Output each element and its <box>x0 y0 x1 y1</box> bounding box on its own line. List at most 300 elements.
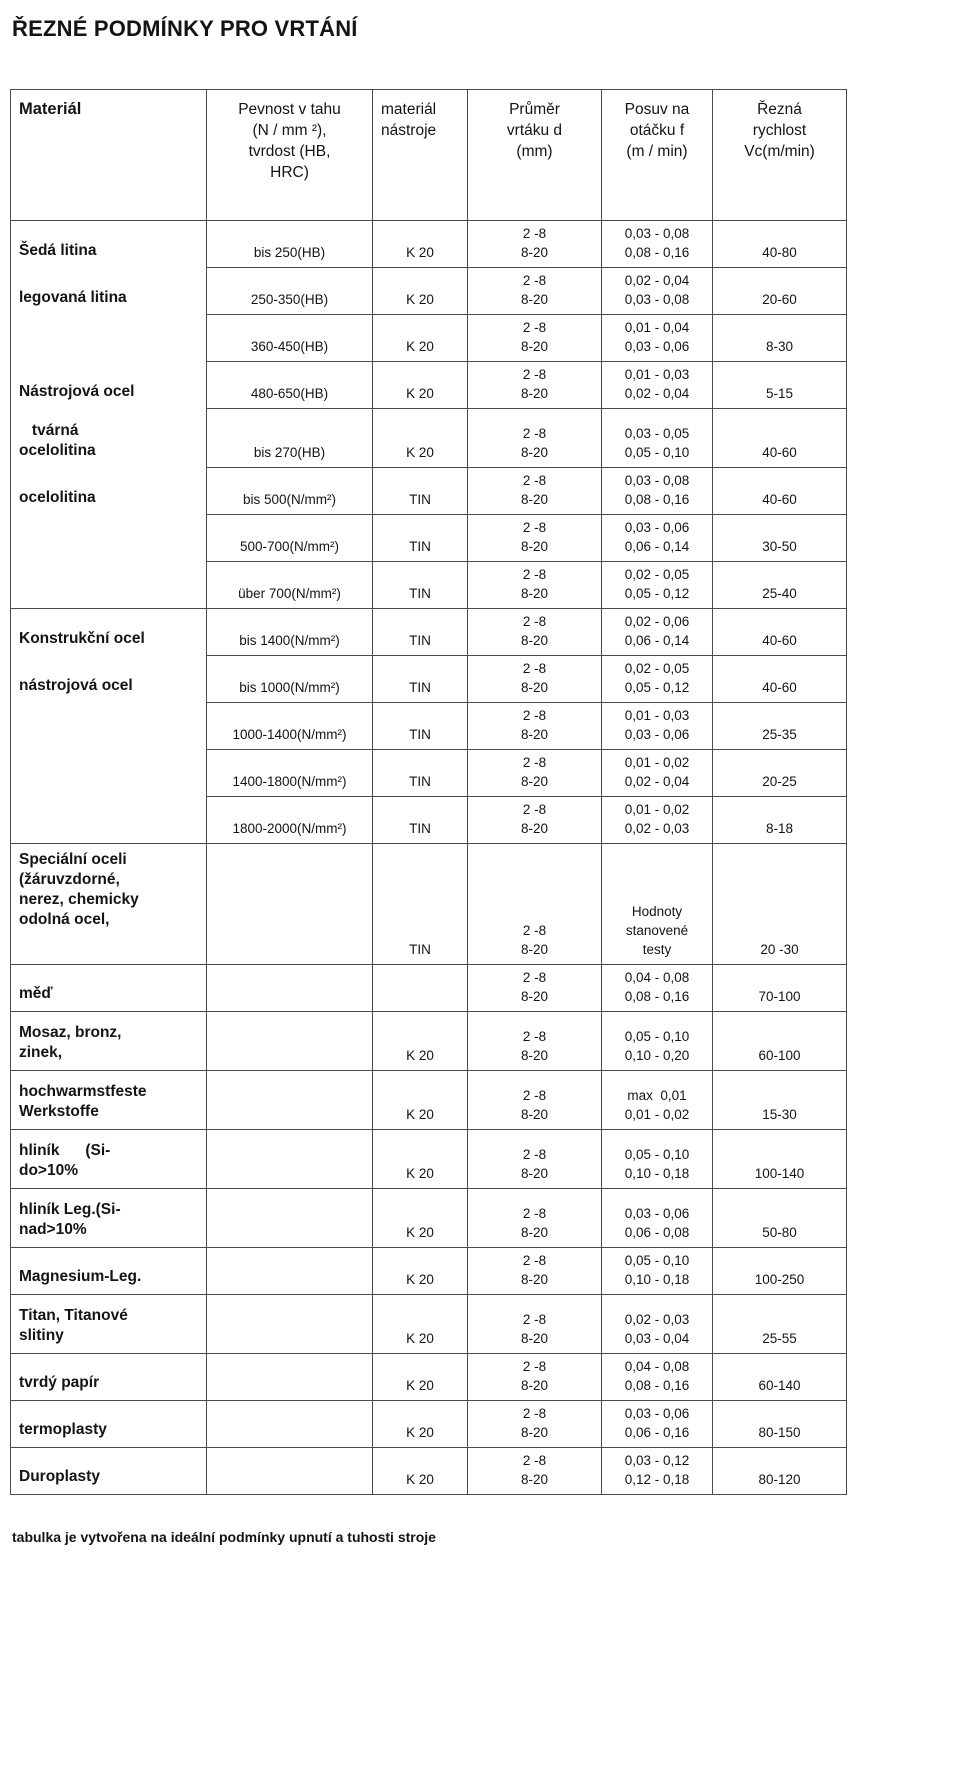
strength-cell <box>207 221 373 268</box>
feed-per-rev-cell <box>602 609 713 656</box>
material-cell <box>11 315 207 362</box>
tool-material-cell-line: K 20 <box>406 1225 434 1240</box>
cutting-speed-cell-line: 40-80 <box>762 245 797 260</box>
table-row <box>11 1401 847 1448</box>
drill-diameter-cell-line: 8-20 <box>520 1272 549 1287</box>
cutting-speed-cell-line: 100-250 <box>754 1272 805 1287</box>
material-cell-line: Konstrukční ocel <box>19 629 145 647</box>
cutting-speed-cell <box>713 609 847 656</box>
feed-per-rev-cell-line: 0,06 - 0,14 <box>624 633 690 648</box>
material-cell <box>11 1189 207 1248</box>
cutting-speed-cell-line: 25-40 <box>762 586 797 601</box>
material-cell <box>11 1448 207 1495</box>
strength-cell <box>207 1012 373 1071</box>
table-row <box>11 1248 847 1295</box>
cutting-speed-cell-line: 80-150 <box>758 1425 801 1440</box>
material-cell-line: legovaná litina <box>19 288 127 306</box>
drill-diameter-cell <box>468 1295 602 1354</box>
feed-per-rev-cell <box>602 315 713 362</box>
material-cell <box>11 1130 207 1189</box>
drill-diameter-cell-line: 8-20 <box>520 292 549 307</box>
table-row <box>11 1189 847 1248</box>
drill-diameter-cell-line: 2 -8 <box>522 567 547 582</box>
drill-diameter-cell-line: 8-20 <box>520 1107 549 1122</box>
column-header-line: (mm) <box>516 143 553 160</box>
feed-per-rev-cell-line: 0,01 - 0,02 <box>624 1107 690 1122</box>
tool-material-cell-line: K 20 <box>406 386 434 401</box>
strength-cell-line: 1800-2000(N/mm²) <box>232 821 347 836</box>
cutting-speed-cell-line: 70-100 <box>758 989 801 1004</box>
material-cell-line: (žáruvzdorné, <box>19 871 120 888</box>
feed-per-rev-cell-line: 0,02 - 0,05 <box>624 567 690 582</box>
strength-cell-line: bis 1000(N/mm²) <box>239 680 340 695</box>
drill-diameter-cell-line: 8-20 <box>520 1378 549 1393</box>
cutting-speed-cell <box>713 515 847 562</box>
tool-material-cell-line: K 20 <box>406 1472 434 1487</box>
table-row <box>11 562 847 609</box>
tool-material-cell <box>373 656 468 703</box>
material-cell-line: Werkstoffe <box>19 1103 99 1120</box>
strength-cell <box>207 315 373 362</box>
drill-diameter-cell-line: 8-20 <box>520 539 549 554</box>
cutting-speed-cell <box>713 268 847 315</box>
feed-per-rev-cell-line: 0,02 - 0,04 <box>624 774 690 789</box>
material-cell-line: nástrojová ocel <box>19 676 133 694</box>
material-cell <box>11 1071 207 1130</box>
cutting-speed-cell-line: 20-60 <box>762 292 797 307</box>
material-cell <box>11 656 207 703</box>
feed-per-rev-cell-line: 0,08 - 0,16 <box>624 492 690 507</box>
feed-per-rev-cell-line: 0,12 - 0,18 <box>624 1472 690 1487</box>
strength-cell-line: 360-450(HB) <box>250 339 329 354</box>
feed-per-rev-cell <box>602 562 713 609</box>
feed-per-rev-cell-line: 0,03 - 0,08 <box>624 473 690 488</box>
feed-per-rev-cell-line: 0,04 - 0,08 <box>624 970 690 985</box>
drill-diameter-cell <box>468 656 602 703</box>
feed-per-rev-cell-line: 0,01 - 0,03 <box>624 367 690 382</box>
drill-diameter-cell-line: 2 -8 <box>522 1406 547 1421</box>
feed-per-rev-cell-line: 0,03 - 0,06 <box>624 520 690 535</box>
drill-diameter-cell-line: 8-20 <box>520 821 549 836</box>
feed-per-rev-cell <box>602 1448 713 1495</box>
drill-diameter-cell-line: 2 -8 <box>522 1359 547 1374</box>
drill-diameter-cell <box>468 515 602 562</box>
material-cell-line: hliník Leg.(Si- <box>19 1201 121 1218</box>
drill-diameter-cell-line: 2 -8 <box>522 802 547 817</box>
drill-diameter-cell-line: 2 -8 <box>522 1312 547 1327</box>
cutting-speed-cell <box>713 750 847 797</box>
cutting-speed-cell <box>713 468 847 515</box>
tool-material-cell-line: K 20 <box>406 445 434 460</box>
tool-material-cell-line: K 20 <box>406 1425 434 1440</box>
column-header <box>373 90 468 221</box>
cutting-speed-cell <box>713 221 847 268</box>
tool-material-cell <box>373 1071 468 1130</box>
material-cell-line: nad>10% <box>19 1221 87 1238</box>
table-row <box>11 409 847 468</box>
drill-diameter-cell <box>468 409 602 468</box>
drill-diameter-cell-line: 2 -8 <box>522 320 547 335</box>
drill-diameter-cell-line: 8-20 <box>520 680 549 695</box>
material-cell-line: nerez, chemicky <box>19 891 139 908</box>
table-row <box>11 609 847 656</box>
feed-per-rev-cell-line: stanovené <box>625 923 689 938</box>
tool-material-cell <box>373 315 468 362</box>
tool-material-cell <box>373 965 468 1012</box>
feed-per-rev-cell <box>602 1248 713 1295</box>
feed-per-rev-cell <box>602 844 713 965</box>
drill-diameter-cell <box>468 1448 602 1495</box>
feed-per-rev-cell-line: 0,01 - 0,02 <box>624 755 690 770</box>
drill-diameter-cell-line: 2 -8 <box>522 226 547 241</box>
drill-diameter-cell-line: 8-20 <box>520 586 549 601</box>
tool-material-cell-line: K 20 <box>406 1331 434 1346</box>
cutting-speed-cell-line: 40-60 <box>762 633 797 648</box>
strength-cell <box>207 1354 373 1401</box>
feed-per-rev-cell-line: 0,06 - 0,08 <box>624 1225 690 1240</box>
drill-diameter-cell <box>468 844 602 965</box>
material-cell-line: ocelolitina <box>19 441 96 459</box>
feed-per-rev-cell-line: 0,02 - 0,03 <box>624 1312 690 1327</box>
drill-diameter-cell-line: 8-20 <box>520 339 549 354</box>
material-cell <box>11 609 207 656</box>
drill-diameter-cell <box>468 562 602 609</box>
strength-cell-line: 480-650(HB) <box>250 386 329 401</box>
feed-per-rev-cell <box>602 1401 713 1448</box>
column-header-line: tvrdost (HB, <box>248 143 331 160</box>
tool-material-cell-line: K 20 <box>406 1048 434 1063</box>
feed-per-rev-cell <box>602 797 713 844</box>
tool-material-cell <box>373 562 468 609</box>
drill-diameter-cell-line: 8-20 <box>520 1472 549 1487</box>
feed-per-rev-cell-line: 0,03 - 0,06 <box>624 339 690 354</box>
table-row <box>11 515 847 562</box>
cutting-speed-cell <box>713 844 847 965</box>
feed-per-rev-cell-line: 0,08 - 0,16 <box>624 245 690 260</box>
cutting-speed-cell-line: 25-55 <box>762 1331 797 1346</box>
feed-per-rev-cell <box>602 703 713 750</box>
material-cell <box>11 362 207 409</box>
tool-material-cell <box>373 609 468 656</box>
column-header <box>713 90 847 221</box>
feed-per-rev-cell-line: 0,05 - 0,10 <box>624 1029 690 1044</box>
tool-material-cell-line: K 20 <box>406 1272 434 1287</box>
cutting-speed-cell <box>713 562 847 609</box>
drill-diameter-cell-line: 8-20 <box>520 1166 549 1181</box>
material-cell-line: Titan, Titanové <box>19 1307 128 1324</box>
tool-material-cell <box>373 1448 468 1495</box>
material-cell-line: Duroplasty <box>19 1468 100 1485</box>
cutting-speed-cell-line: 100-140 <box>754 1166 805 1181</box>
cutting-speed-cell <box>713 362 847 409</box>
drill-diameter-cell <box>468 750 602 797</box>
cutting-speed-cell-line: 15-30 <box>762 1107 797 1122</box>
feed-per-rev-cell-line: 0,05 - 0,10 <box>624 1253 690 1268</box>
tool-material-cell-line: K 20 <box>406 1166 434 1181</box>
feed-per-rev-cell <box>602 221 713 268</box>
cutting-speed-cell-line: 5-15 <box>765 386 794 401</box>
cutting-speed-cell-line: 8-18 <box>765 821 794 836</box>
material-cell <box>11 1401 207 1448</box>
cutting-speed-cell <box>713 1248 847 1295</box>
drill-diameter-cell <box>468 221 602 268</box>
table-row <box>11 656 847 703</box>
tool-material-cell-line: TIN <box>409 774 431 789</box>
material-cell <box>11 1354 207 1401</box>
strength-cell <box>207 844 373 965</box>
strength-cell <box>207 797 373 844</box>
tool-material-cell-line: TIN <box>409 633 431 648</box>
material-cell <box>11 797 207 844</box>
tool-material-cell <box>373 1248 468 1295</box>
cutting-speed-cell-line: 50-80 <box>762 1225 797 1240</box>
material-cell <box>11 1295 207 1354</box>
table-row <box>11 1354 847 1401</box>
feed-per-rev-cell-line: 0,10 - 0,18 <box>624 1272 690 1287</box>
strength-cell-line: 1000-1400(N/mm²) <box>232 727 347 742</box>
feed-per-rev-cell-line: 0,03 - 0,06 <box>624 1206 690 1221</box>
material-cell <box>11 844 207 965</box>
material-cell <box>11 1012 207 1071</box>
drill-diameter-cell-line: 8-20 <box>520 492 549 507</box>
strength-cell-line: bis 1400(N/mm²) <box>239 633 340 648</box>
feed-per-rev-cell-line: 0,03 - 0,06 <box>624 1406 690 1421</box>
material-cell-line: ocelolitina <box>19 488 96 506</box>
material-cell <box>11 750 207 797</box>
drill-diameter-cell-line: 2 -8 <box>522 1253 547 1268</box>
tool-material-cell <box>373 1012 468 1071</box>
page-title: ŘEZNÉ PODMÍNKY PRO VRTÁNÍ <box>12 16 358 41</box>
material-cell-line: Speciální oceli <box>19 851 127 868</box>
material-cell-line: tvárná <box>19 421 79 439</box>
strength-cell <box>207 609 373 656</box>
table-row <box>11 797 847 844</box>
strength-cell <box>207 1295 373 1354</box>
feed-per-rev-cell-line: 0,03 - 0,06 <box>624 727 690 742</box>
drill-diameter-cell <box>468 1354 602 1401</box>
tool-material-cell <box>373 221 468 268</box>
drill-diameter-cell-line: 2 -8 <box>522 614 547 629</box>
feed-per-rev-cell-line: 0,08 - 0,16 <box>624 989 690 1004</box>
drill-diameter-cell-line: 8-20 <box>520 633 549 648</box>
feed-per-rev-cell-line: 0,02 - 0,03 <box>624 821 690 836</box>
feed-per-rev-cell-line: Hodnoty <box>631 904 683 919</box>
feed-per-rev-cell-line: 0,10 - 0,18 <box>624 1166 690 1181</box>
column-header-line: otáčku f <box>629 122 685 139</box>
material-cell-line: Mosaz, bronz, <box>19 1024 122 1041</box>
strength-cell <box>207 1130 373 1189</box>
material-cell-line: Nástrojová ocel <box>19 382 135 400</box>
tool-material-cell-line: K 20 <box>406 292 434 307</box>
drill-diameter-cell-line: 2 -8 <box>522 426 547 441</box>
material-cell-line: slitiny <box>19 1327 64 1344</box>
table-row <box>11 362 847 409</box>
material-cell-line: do>10% <box>19 1162 79 1179</box>
tool-material-cell <box>373 844 468 965</box>
drill-diameter-cell-line: 2 -8 <box>522 755 547 770</box>
feed-per-rev-cell-line: 0,10 - 0,20 <box>624 1048 690 1063</box>
tool-material-cell-line: K 20 <box>406 245 434 260</box>
table-header-row <box>11 90 847 221</box>
strength-cell-line: über 700(N/mm²) <box>238 586 341 601</box>
cutting-speed-cell <box>713 1071 847 1130</box>
strength-cell-line: bis 270(HB) <box>253 445 326 460</box>
material-cell <box>11 268 207 315</box>
tool-material-cell-line: TIN <box>409 492 431 507</box>
feed-per-rev-cell <box>602 1354 713 1401</box>
feed-per-rev-cell-line: 0,08 - 0,16 <box>624 1378 690 1393</box>
cutting-speed-cell-line: 60-140 <box>758 1378 801 1393</box>
tool-material-cell <box>373 703 468 750</box>
cutting-speed-cell <box>713 1012 847 1071</box>
feed-per-rev-cell-line: 0,02 - 0,05 <box>624 661 690 676</box>
table-row <box>11 703 847 750</box>
feed-per-rev-cell-line: 0,01 - 0,03 <box>624 708 690 723</box>
cutting-speed-cell <box>713 1295 847 1354</box>
feed-per-rev-cell-line: 0,01 - 0,02 <box>624 802 690 817</box>
drill-diameter-cell-line: 8-20 <box>520 942 549 957</box>
column-header <box>468 90 602 221</box>
cutting-speed-cell-line: 60-100 <box>758 1048 801 1063</box>
strength-cell <box>207 562 373 609</box>
tool-material-cell <box>373 1189 468 1248</box>
drill-diameter-cell-line: 2 -8 <box>522 1088 547 1103</box>
tool-material-cell <box>373 1295 468 1354</box>
table-row <box>11 844 847 965</box>
column-header-line: rychlost <box>752 122 807 139</box>
column-header-line: Průměr <box>509 101 560 118</box>
feed-per-rev-cell <box>602 656 713 703</box>
strength-cell <box>207 1248 373 1295</box>
material-cell <box>11 562 207 609</box>
cutting-conditions-table <box>10 89 847 1495</box>
drill-diameter-cell-line: 8-20 <box>520 1225 549 1240</box>
column-header-line: Posuv na <box>624 101 690 118</box>
drill-diameter-cell <box>468 1248 602 1295</box>
feed-per-rev-cell <box>602 1012 713 1071</box>
strength-cell-line: bis 250(HB) <box>253 245 326 260</box>
cutting-speed-cell-line: 20-25 <box>762 774 797 789</box>
tool-material-cell <box>373 1130 468 1189</box>
drill-diameter-cell-line: 8-20 <box>520 774 549 789</box>
tool-material-cell-line: TIN <box>409 727 431 742</box>
cutting-speed-cell <box>713 1448 847 1495</box>
column-header-line: Vc(m/min) <box>744 143 815 160</box>
material-cell-line: termoplasty <box>19 1421 107 1438</box>
strength-cell-line: 250-350(HB) <box>250 292 329 307</box>
drill-diameter-cell-line: 2 -8 <box>522 473 547 488</box>
cutting-speed-cell <box>713 315 847 362</box>
feed-per-rev-cell-line: 0,03 - 0,04 <box>624 1331 690 1346</box>
strength-cell-line: bis 500(N/mm²) <box>242 492 336 507</box>
strength-cell-line: 500-700(N/mm²) <box>239 539 340 554</box>
table-row <box>11 1130 847 1189</box>
feed-per-rev-cell <box>602 515 713 562</box>
cutting-speed-cell-line: 25-35 <box>762 727 797 742</box>
table-body <box>11 221 847 1495</box>
strength-cell <box>207 1401 373 1448</box>
material-cell-line: Šedá litina <box>19 241 97 259</box>
feed-per-rev-cell-line: 0,05 - 0,12 <box>624 586 690 601</box>
feed-per-rev-cell <box>602 268 713 315</box>
tool-material-cell <box>373 797 468 844</box>
table-row <box>11 1071 847 1130</box>
strength-cell <box>207 965 373 1012</box>
drill-diameter-cell-line: 2 -8 <box>522 1453 547 1468</box>
feed-per-rev-cell <box>602 409 713 468</box>
material-cell <box>11 965 207 1012</box>
feed-per-rev-cell-line: 0,05 - 0,12 <box>624 680 690 695</box>
tool-material-cell <box>373 1401 468 1448</box>
feed-per-rev-cell <box>602 1130 713 1189</box>
footer-note: tabulka je vytvořena na ideální podmínky upnutí a tuhosti stroje <box>12 1529 436 1545</box>
feed-per-rev-cell <box>602 1071 713 1130</box>
feed-per-rev-cell <box>602 468 713 515</box>
feed-per-rev-cell-line: max 0,01 <box>627 1088 687 1103</box>
drill-diameter-cell <box>468 797 602 844</box>
table-row <box>11 315 847 362</box>
drill-diameter-cell <box>468 1012 602 1071</box>
drill-diameter-cell <box>468 1189 602 1248</box>
feed-per-rev-cell <box>602 1295 713 1354</box>
feed-per-rev-cell-line: testy <box>642 942 672 957</box>
feed-per-rev-cell-line: 0,02 - 0,04 <box>624 273 690 288</box>
feed-per-rev-cell-line: 0,04 - 0,08 <box>624 1359 690 1374</box>
feed-per-rev-cell-line: 0,02 - 0,04 <box>624 386 690 401</box>
drill-diameter-cell <box>468 1130 602 1189</box>
column-header <box>207 90 373 221</box>
tool-material-cell-line: TIN <box>409 942 431 957</box>
drill-diameter-cell-line: 8-20 <box>520 245 549 260</box>
drill-diameter-cell-line: 2 -8 <box>522 367 547 382</box>
tool-material-cell <box>373 268 468 315</box>
drill-diameter-cell <box>468 1071 602 1130</box>
tool-material-cell-line: TIN <box>409 821 431 836</box>
drill-diameter-cell <box>468 609 602 656</box>
strength-cell <box>207 362 373 409</box>
feed-per-rev-cell-line: 0,05 - 0,10 <box>624 1147 690 1162</box>
cutting-speed-cell-line: 40-60 <box>762 445 797 460</box>
material-cell-line: hliník (Si- <box>19 1142 111 1159</box>
drill-diameter-cell-line: 2 -8 <box>522 273 547 288</box>
tool-material-cell-line: TIN <box>409 539 431 554</box>
drill-diameter-cell <box>468 703 602 750</box>
tool-material-cell <box>373 750 468 797</box>
drill-diameter-cell-line: 2 -8 <box>522 1029 547 1044</box>
drill-diameter-cell <box>468 315 602 362</box>
feed-per-rev-cell <box>602 750 713 797</box>
feed-per-rev-cell-line: 0,05 - 0,10 <box>624 445 690 460</box>
strength-cell <box>207 1448 373 1495</box>
drill-diameter-cell-line: 8-20 <box>520 989 549 1004</box>
strength-cell <box>207 750 373 797</box>
feed-per-rev-cell-line: 0,03 - 0,08 <box>624 226 690 241</box>
column-header <box>11 90 207 221</box>
cutting-speed-cell-line: 40-60 <box>762 492 797 507</box>
feed-per-rev-cell-line: 0,03 - 0,08 <box>624 292 690 307</box>
material-cell <box>11 468 207 515</box>
feed-per-rev-cell-line: 0,06 - 0,16 <box>624 1425 690 1440</box>
tool-material-cell-line: TIN <box>409 586 431 601</box>
tool-material-cell <box>373 362 468 409</box>
drill-diameter-cell-line: 2 -8 <box>522 923 547 938</box>
drill-diameter-cell-line: 8-20 <box>520 386 549 401</box>
column-header-line: Pevnost v tahu <box>238 101 341 118</box>
column-header-line: HRC) <box>270 164 309 181</box>
column-header-line: vrtáku d <box>506 122 563 139</box>
material-cell <box>11 703 207 750</box>
cutting-speed-cell <box>713 1401 847 1448</box>
